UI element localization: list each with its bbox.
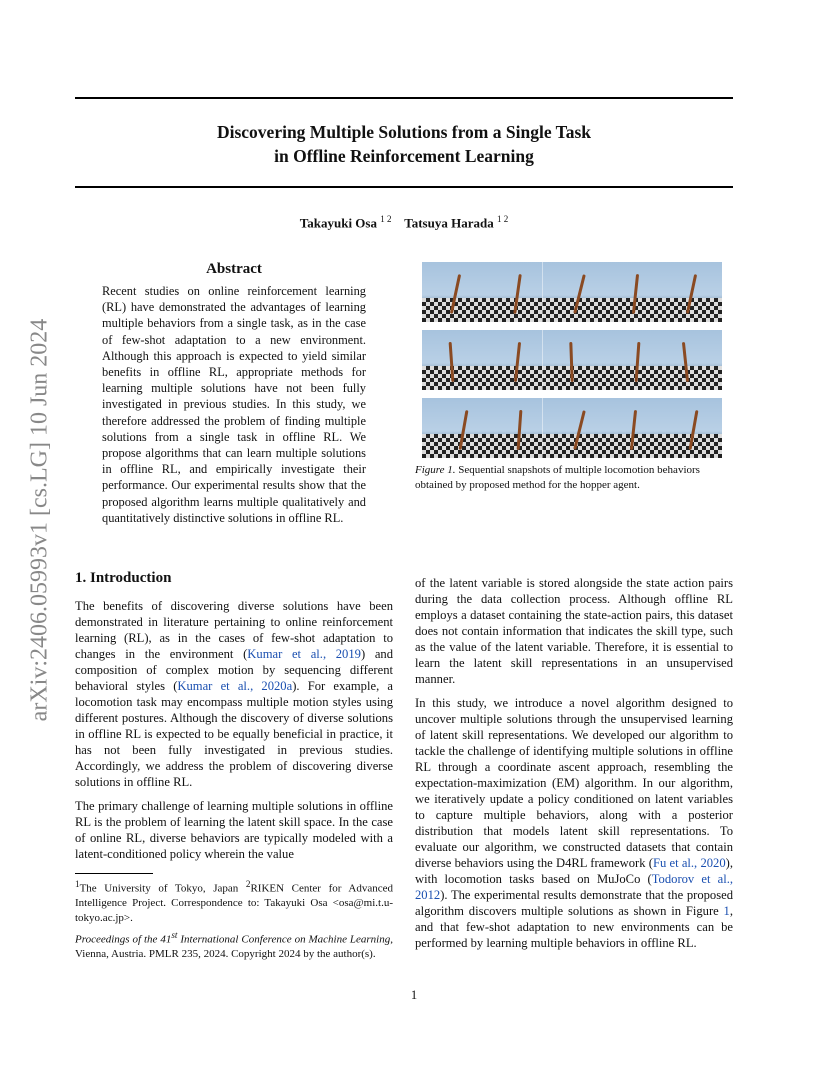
snapshot-strip-3 — [422, 398, 722, 458]
title-bottom-rule — [75, 186, 733, 188]
author-name: Tatsuya Harada — [404, 215, 494, 231]
affiliation-footnote: $^1$The University of Tokyo, Japan $^2$RIKEN Center for Advanced Intelligence Project. Correspondence to: Takayuki Osa <osa@mi.t.u-tokyo.ac.jp>. — [75, 879, 393, 924]
author-affiliation: 1 2 — [380, 214, 392, 224]
right-paragraph-1: of the latent variable is stored alongside the state action pairs during the data collection process. Although offline RL employs a dataset containing the state-action pairs, this dataset does not contain information that indicates the skill type, such as the value of the latent variable. Therefore, it is essential to learn the latent skill representations in an unsupervised manner. — [415, 576, 733, 686]
title-line-2: in Offline Reinforcement Learning — [274, 146, 534, 166]
citation-link[interactable]: Fu et al., 2020 — [652, 856, 726, 870]
intro-paragraph-2: The primary challenge of learning multiple solutions in offline RL is the problem of learning the latent skill space. In the case of online RL, diverse behaviors are typically modeled with a latent-conditioned policy wherein the value — [75, 799, 393, 861]
right-column — [415, 575, 733, 959]
snapshot-strip-2 — [422, 330, 722, 390]
author-line — [75, 214, 733, 231]
left-column — [75, 598, 393, 870]
footnote-rule — [75, 873, 153, 874]
author-affiliation: 1 2 — [496, 214, 509, 224]
figure-caption — [415, 463, 733, 493]
citation-link[interactable]: Kumar et al., 2020a — [177, 679, 293, 693]
proceedings-note: Proceedings of the 41st International Conference on Machine Learning, Vienna, Austria. PMLR 235, 2024. Copyright 2024 by the author(s). — [75, 930, 393, 961]
snapshot-strip-1 — [422, 262, 722, 322]
author-name: Takayuki Osa — [299, 215, 377, 231]
figure-caption-label: Figure 1. — [415, 464, 456, 476]
section-heading: 1. Introduction — [75, 570, 172, 586]
top-rule — [75, 97, 733, 99]
title-line-1: Discovering Multiple Solutions from a Single Task — [216, 122, 592, 142]
citation-link[interactable]: Todorov et al., 2012 — [415, 872, 734, 902]
figure-caption-text: Sequential snapshots of multiple locomotion behaviors obtained by proposed method for the hopper agent. — [415, 464, 700, 491]
abstract-text: Recent studies on online reinforcement learning (RL) have demonstrated the advantages of learning multiple behaviors from a single task, as in the case of few-shot adaptation to a new environment. Although this approach is expected to yield similar benefits in offline RL, appropriate methods for learning multiple solutions have not been fully investigated in previous studies. In this study, we therefore addressed the problem of finding multiple solutions from a single task in offline RL. We propose algorithms that can learn multiple solutions in offline RL, and empirically investigate their performance. Our experimental results show that the proposed algorithm learns multiple qualitatively and quantitatively distinctive solutions in offline RL. — [102, 284, 366, 525]
citation-link[interactable]: Kumar et al., 2019 — [247, 647, 361, 661]
page-number: 1 — [410, 988, 418, 1002]
figure-link[interactable]: 1 — [723, 904, 730, 918]
intro-paragraph-1: The benefits of discovering diverse solutions have been demonstrated in literature pertaining to online reinforcement learning (RL), as in the cases of few-shot adaptation to changes in the environment (Kumar et al., 2019) and composition of complex motion by sequencing different behavioral styles (Kumar et al., 2020a). For example, a locomotion task may encompass multiple motion styles using different postures. Although the discovery of diverse solutions in offline RL is expected to be equally beneficial in practice, it has not been fully investigated in previous studies. Accordingly, we address the problem of discovering diverse solutions in offline RL. — [75, 599, 394, 789]
right-paragraph-2: In this study, we introduce a novel algorithm designed to uncover multiple solutions through the unsupervised learning of latent skill representations. We developed our algorithm to tackle the challenge of identifying multiple solutions in offline RL through a coordinate ascent approach, resembling the expectation-maximization (EM) algorithm. In our algorithm, we iteratively update a policy conditioned on latent variables to capture multiple behaviors, along with a posterior distribution that models latent skill representations. To evaluate our algorithm, we constructed datasets that contain diverse behaviors using the D4RL framework (Fu et al., 2020), with locomotion tasks based on MuJoCo (Todorov et al., 2012). The experimental results demonstrate that the proposed algorithm discovers multiple solutions as shown in Figure 1, and that few-shot adaptation to new environments can be performed by learning multiple behaviors in offline RL. — [415, 696, 734, 950]
abstract-heading: Abstract — [206, 261, 262, 277]
paper-title — [75, 120, 733, 168]
arxiv-side-stamp: arXiv:2406.05993v1 [cs.LG] 10 Jun 2024 — [26, 318, 53, 722]
